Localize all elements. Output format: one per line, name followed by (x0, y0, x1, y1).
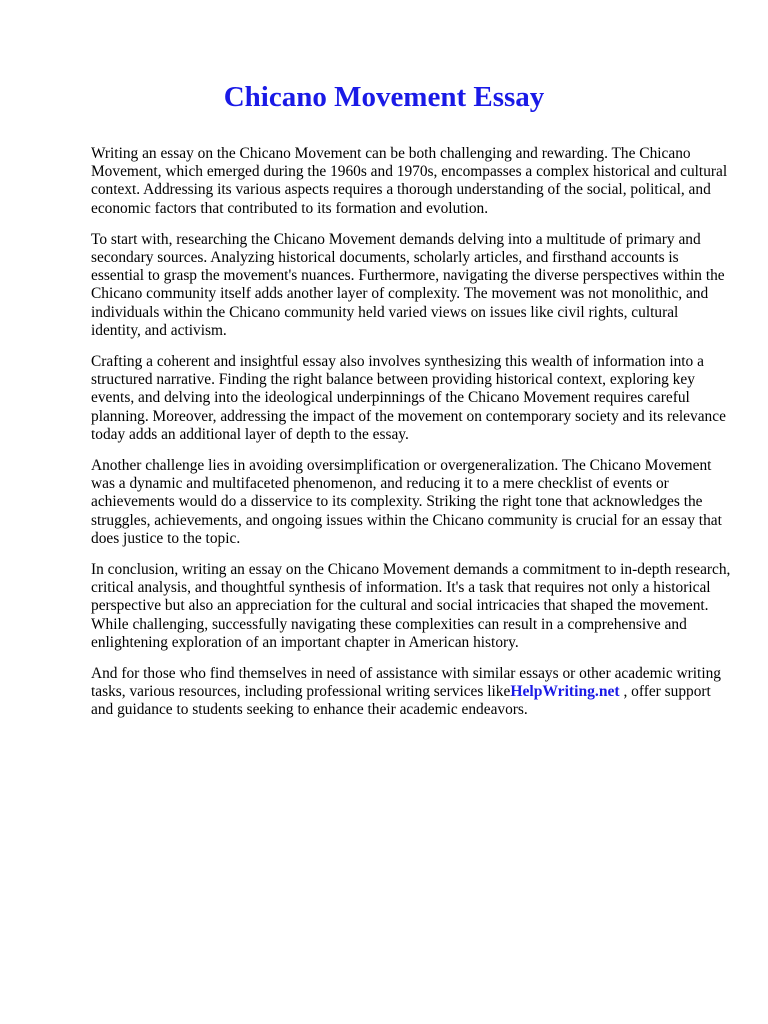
resources-text-after: , offer support and guidance to students seeking to enhance their academic endeavors. (91, 683, 711, 719)
paragraph-resources (91, 665, 731, 720)
paragraph-intro: Writing an essay on the Chicano Movement can be both challenging and rewarding. The Chicano Movement, which emerged during the 1960s and 1970s, encompasses a complex historical and cultural context. Addressing its various aspects requires a thorough understanding of the social, political, and economic factors that contributed to its formation and evolution. (91, 145, 728, 217)
document-body (91, 145, 731, 733)
paragraph-challenge: Another challenge lies in avoiding oversimplification or overgeneralization. The Chicano Movement was a dynamic and multifaceted phenomenon, and reducing it to a mere checklist of events or achievements would do a disservice to its complexity. Striking the right tone that acknowledges the struggles, achievements, and ongoing issues within the Chicano community is crucial for an essay that does justice to the topic. (91, 457, 722, 547)
paragraph-conclusion: In conclusion, writing an essay on the Chicano Movement demands a commitment to in-depth research, critical analysis, and thoughtful synthesis of information. It's a task that requires not only a historical perspective but also an appreciation for the cultural and social intricacies that shaped the movement. While challenging, successfully navigating these complexities can result in a comprehensive and enlightening exploration of an important chapter in American history. (91, 561, 731, 651)
paragraph-research: To start with, researching the Chicano Movement demands delving into a multitude of primary and secondary sources. Analyzing historical documents, scholarly articles, and firsthand accounts is essential to grasp the movement's nuances. Furthermore, navigating the diverse perspectives within the Chicano community itself adds another layer of complexity. The movement was not monolithic, and individuals within the Chicano community held varied views on issues like civil rights, cultural identity, and activism. (91, 230, 725, 339)
resources-text-before: And for those who find themselves in need of assistance with similar essays or other academic writing tasks, various resources, including professional writing services like (91, 665, 722, 701)
paragraph-crafting: Crafting a coherent and insightful essay also involves synthesizing this wealth of information into a structured narrative. Finding the right balance between providing historical context, exploring key events, and delving into the ideological underpinnings of the Chicano Movement requires careful planning. Moreover, addressing the impact of the movement on contemporary society and its relevance today adds an additional layer of depth to the essay. (91, 353, 726, 443)
document-title: Chicano Movement Essay (223, 81, 545, 113)
helpwriting-link[interactable]: HelpWriting.net (510, 683, 620, 701)
